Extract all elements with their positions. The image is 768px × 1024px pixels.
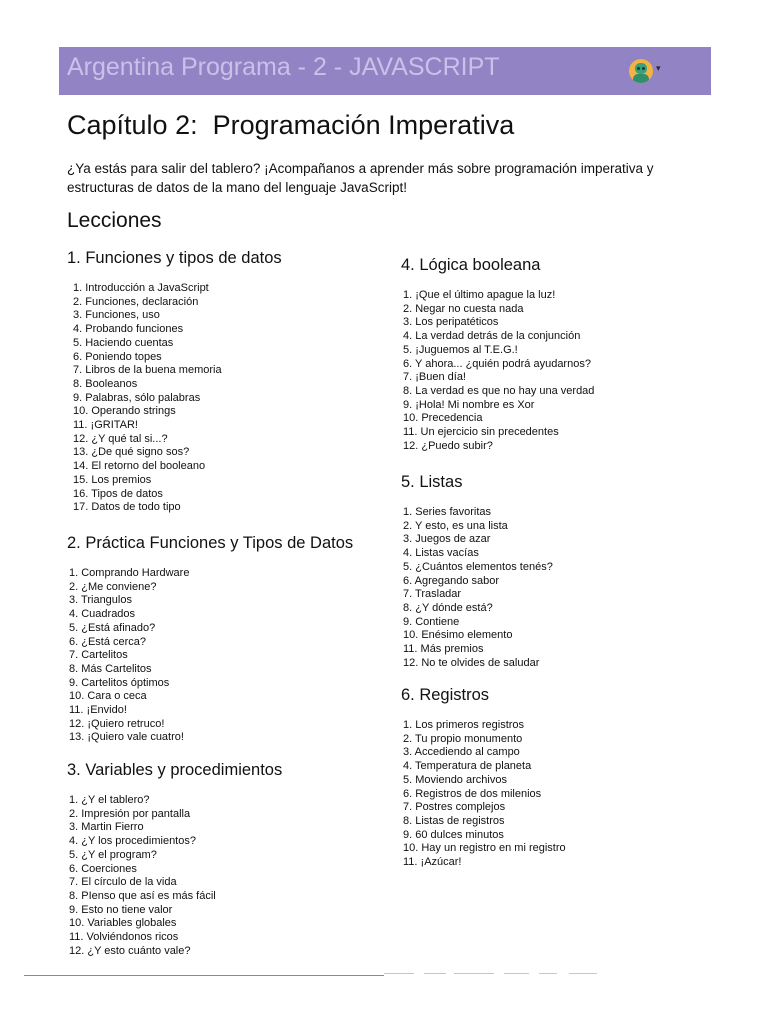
lesson-item[interactable]: 11. Volviéndonos ricos	[69, 931, 179, 944]
lesson-item[interactable]: 5. Moviendo archivos	[403, 773, 507, 786]
page-title: Capítulo 2: Programación Imperativa	[67, 110, 515, 140]
lesson-item[interactable]: 8. Más Cartelitos	[69, 662, 152, 675]
lesson-item[interactable]: 8. Booleanos	[73, 377, 138, 390]
lesson-item[interactable]: 3. Funciones, uso	[73, 309, 160, 322]
faint-footer-marks	[384, 969, 604, 977]
lesson-item[interactable]: 6. Registros de dos milenios	[403, 787, 542, 800]
page-bottom-rule	[24, 975, 384, 976]
lesson-item[interactable]: 12. ¡Quiero retruco!	[69, 717, 165, 730]
lesson-item[interactable]: 8. ¿Y dónde está?	[403, 601, 493, 614]
lesson-item[interactable]: 10. Variables globales	[69, 917, 177, 930]
lesson-item[interactable]: 7. El círculo de la vida	[69, 876, 177, 889]
lessons-heading: Lecciones	[67, 209, 162, 232]
lesson-item[interactable]: 5. Haciendo cuentas	[73, 336, 174, 349]
lesson-item[interactable]: 7. Postres complejos	[403, 801, 506, 814]
lesson-item[interactable]: 14. El retorno del booleano	[73, 460, 206, 473]
lesson-item[interactable]: 6. ¿Está cerca?	[69, 635, 147, 648]
lesson-item[interactable]: 9. Esto no tiene valor	[69, 903, 173, 916]
lesson-item[interactable]: 2. Funciones, declaración	[73, 295, 199, 308]
section-title[interactable]: 3. Variables y procedimientos	[67, 761, 283, 779]
lesson-item[interactable]: 12. No te olvides de saludar	[403, 656, 540, 669]
lesson-item[interactable]: 1. Series favoritas	[403, 506, 492, 518]
lesson-item[interactable]: 9. ¡Hola! Mi nombre es Xor	[403, 398, 535, 411]
section-title[interactable]: 6. Registros	[401, 686, 490, 704]
lesson-item[interactable]: 3. Martin Fierro	[69, 821, 144, 834]
lesson-item[interactable]: 13. ¡Quiero vale cuatro!	[69, 731, 184, 744]
lesson-item[interactable]: 3. Los peripatéticos	[403, 316, 499, 329]
lesson-item[interactable]: 17. Datos de todo tipo	[73, 501, 181, 514]
lesson-item[interactable]: 8. PIenso que así es más fácil	[69, 889, 216, 902]
lesson-item[interactable]: 6. Coerciones	[69, 862, 137, 875]
lesson-item[interactable]: 5. ¿Está afinado?	[69, 621, 156, 634]
lesson-item[interactable]: 6. Y ahora... ¿quién podrá ayudarnos?	[403, 357, 591, 370]
lesson-item[interactable]: 11. Más premios	[403, 643, 484, 656]
lesson-item[interactable]: 10. Operando strings	[73, 405, 176, 418]
lesson-item[interactable]: 12. ¿Y esto cuánto vale?	[69, 944, 191, 957]
lesson-list	[401, 506, 553, 670]
lesson-list	[67, 282, 282, 515]
lesson-item[interactable]: 12. ¿Y qué tal si...?	[73, 432, 168, 445]
lesson-item[interactable]: 15. Los premios	[73, 473, 152, 486]
lesson-item[interactable]: 9. Palabras, sólo palabras	[73, 391, 201, 404]
lesson-item[interactable]: 6. Agregando sabor	[403, 574, 500, 587]
section-variables-y-procedimientos	[67, 761, 282, 958]
section-title[interactable]: 2. Práctica Funciones y Tipos de Datos	[67, 534, 354, 552]
lesson-list	[401, 719, 566, 870]
lesson-item[interactable]: 8. Listas de registros	[403, 814, 505, 827]
lesson-item[interactable]: 11. ¡Azúcar!	[403, 856, 462, 869]
lesson-item[interactable]: 9. 60 dulces minutos	[403, 828, 504, 841]
lesson-item[interactable]: 9. Contiene	[403, 615, 460, 628]
lesson-item[interactable]: 10. Hay un registro en mi registro	[403, 842, 566, 855]
lesson-item[interactable]: 4. Temperatura de planeta	[403, 760, 532, 773]
section-registros	[401, 686, 566, 870]
section-title[interactable]: 4. Lógica booleana	[401, 256, 541, 274]
top-navbar	[59, 47, 711, 95]
lesson-list	[67, 567, 353, 745]
lesson-item[interactable]: 11. ¡Envido!	[69, 704, 127, 717]
lesson-item[interactable]: 16. Tipos de datos	[73, 487, 163, 500]
lesson-item[interactable]: 2. Negar no cuesta nada	[403, 302, 524, 315]
chapter-intro: ¿Ya estás para salir del tablero? ¡Acompañanos a aprender más sobre programación imperativa y estructuras de datos de la mano del lenguaje JavaScript!	[67, 161, 654, 195]
lesson-item[interactable]: 2. Y esto, es una lista	[403, 519, 508, 532]
lesson-item[interactable]: 3. Juegos de azar	[403, 533, 491, 546]
lesson-item[interactable]: 5. ¡Juguemos al T.E.G.!	[403, 343, 518, 356]
lesson-item[interactable]: 1. Comprando Hardware	[69, 567, 190, 579]
robot-avatar-icon[interactable]	[629, 59, 653, 83]
lesson-item[interactable]: 6. Poniendo topes	[73, 350, 162, 363]
lesson-item[interactable]: 7. Cartelitos	[69, 649, 128, 662]
chevron-down-icon[interactable]: ▾	[656, 63, 661, 73]
lesson-item[interactable]: 1. ¡Que el último apague la luz!	[403, 289, 556, 301]
lesson-item[interactable]: 10. Cara o ceca	[69, 690, 147, 703]
brand-title[interactable]: Argentina Programa - 2 - JAVASCRIPT	[67, 53, 500, 81]
section-listas	[401, 473, 553, 670]
lesson-item[interactable]: 2. Tu propio monumento	[403, 732, 523, 745]
lesson-item[interactable]: 10. Enésimo elemento	[403, 629, 513, 642]
section-title[interactable]: 5. Listas	[401, 473, 463, 491]
lesson-item[interactable]: 5. ¿Y el program?	[69, 848, 157, 861]
lesson-item[interactable]: 4. ¿Y los procedimientos?	[69, 835, 196, 848]
lesson-item[interactable]: 4. La verdad detrás de la conjunción	[403, 330, 581, 343]
lesson-item[interactable]: 8. La verdad es que no hay una verdad	[403, 384, 595, 397]
lesson-item[interactable]: 3. Accediendo al campo	[403, 746, 520, 759]
lesson-list	[401, 289, 594, 453]
lesson-item[interactable]: 10. Precedencia	[403, 412, 483, 425]
lesson-item[interactable]: 4. Listas vacías	[403, 547, 479, 560]
lesson-item[interactable]: 1. Los primeros registros	[403, 719, 525, 731]
lesson-item[interactable]: 2. ¿Me conviene?	[69, 580, 157, 593]
lesson-item[interactable]: 3. Triangulos	[69, 594, 132, 607]
lesson-item[interactable]: 9. Cartelitos óptimos	[69, 676, 170, 689]
section-title[interactable]: 1. Funciones y tipos de datos	[67, 249, 282, 267]
lesson-list	[67, 794, 282, 958]
lesson-item[interactable]: 4. Probando funciones	[73, 323, 184, 336]
section-practica-funciones	[67, 534, 353, 745]
lesson-item[interactable]: 1. Introducción a JavaScript	[73, 282, 209, 294]
lesson-item[interactable]: 1. ¿Y el tablero?	[69, 794, 150, 806]
lesson-item[interactable]: 2. Impresión por pantalla	[69, 807, 191, 820]
section-logica-booleana	[401, 256, 594, 453]
section-funciones-y-tipos	[67, 249, 282, 515]
lesson-item[interactable]: 7. Trasladar	[403, 588, 462, 601]
lesson-item[interactable]: 7. Libros de la buena memoria	[73, 364, 222, 377]
lesson-item[interactable]: 13. ¿De qué signo sos?	[73, 446, 190, 459]
lesson-item[interactable]: 11. Un ejercicio sin precedentes	[403, 426, 559, 439]
lesson-item[interactable]: 5. ¿Cuántos elementos tenés?	[403, 560, 553, 573]
lesson-item[interactable]: 12. ¿Puedo subir?	[403, 439, 493, 452]
lesson-item[interactable]: 7. ¡Buen día!	[403, 371, 466, 384]
lesson-item[interactable]: 4. Cuadrados	[69, 608, 136, 621]
lesson-item[interactable]: 11. ¡GRITAR!	[73, 419, 138, 432]
